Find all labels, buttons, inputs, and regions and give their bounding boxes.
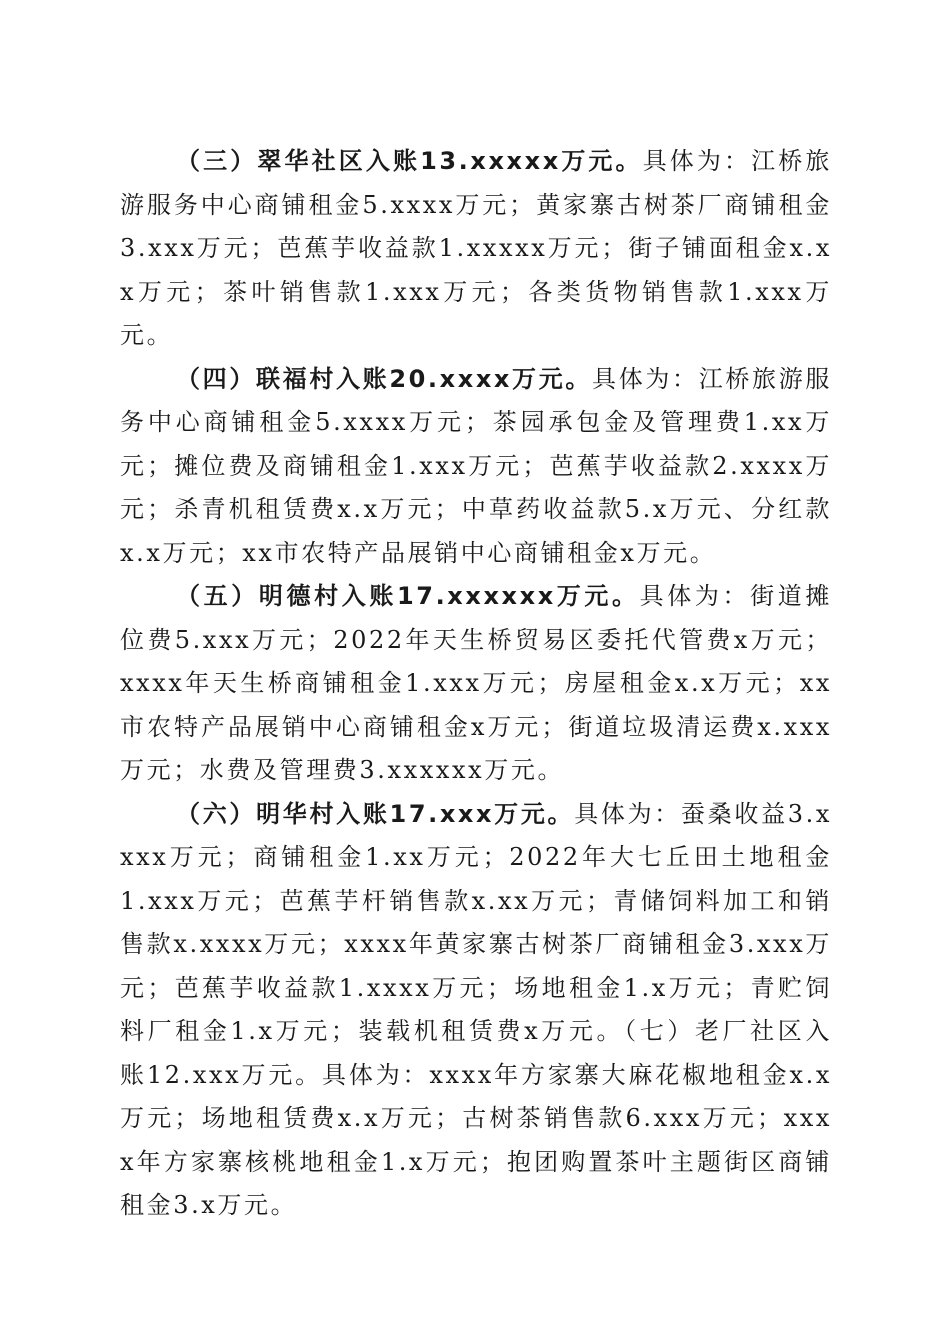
document-body — [120, 140, 832, 1228]
paragraph-heading: （五）明德村入账17.xxxxxx万元。 — [176, 582, 640, 610]
paragraph-text: 具体为：江桥旅游服务中心商铺租金5.xxxx万元；茶园承包金及管理费1.xx万元；摊位费及商铺租金1.xxx万元；芭蕉芋收益款2.xxxx万元；杀青机租赁费x.x万元；中草药收益款5.x万元、分红款x.x万元；xx市农特产品展销中心商铺租金x万元。 — [120, 364, 832, 567]
paragraph-mingde-village — [120, 575, 832, 793]
paragraph-lianfu-village — [120, 358, 832, 576]
paragraph-text: 具体为：街道摊位费5.xxx万元；2022年天生桥贸易区委托代管费x万元；xxxx年天生桥商铺租金1.xxx万元；房屋租金x.x万元；xx市农特产品展销中心商铺租金x万元；街道垃圾清运费x.xxx万元；水费及管理费3.xxxxxx万元。 — [120, 582, 833, 784]
paragraph-text: 具体为：蚕桑收益3.xxxx万元；商铺租金1.xx万元；2022年大七丘田土地租金1.xxx万元；芭蕉芋杆销售款x.xx万元；青储饲料加工和销售款x.xxxx万元；xxxx年黄家寨古树茶厂商铺租金3.xxx万元；芭蕉芋收益款1.xxxx万元；场地租金1.x万元；青贮饲料厂租金1.x万元；装载机租赁费x万元。（七）老厂社区入账12.xxx万元。具体为：xxxx年方家寨大麻花椒地租金x.x万元；场地租赁费x.x万元；古树茶销售款6.xxx万元；xxxx年方家寨核桃地租金1.x万元；抱团购置茶叶主题街区商铺租金3.x万元。 — [120, 799, 832, 1219]
paragraph-heading: （四）联福村入账20.xxxx万元。 — [176, 364, 593, 393]
paragraph-minghua-village — [120, 793, 832, 1228]
paragraph-text: 具体为：江桥旅游服务中心商铺租金5.xxxx万元；黄家寨古树茶厂商铺租金3.xxx万元；芭蕉芋收益款1.xxxxx万元；街子铺面租金x.xx万元；茶叶销售款1.xxx万元；各类货物销售款1.xxx万元。 — [120, 147, 833, 349]
paragraph-heading: （三）翠华社区入账13.xxxxx万元。 — [176, 147, 643, 175]
paragraph-cuihua-community — [120, 140, 832, 358]
paragraph-heading: （六）明华村入账17.xxx万元。 — [176, 799, 575, 828]
